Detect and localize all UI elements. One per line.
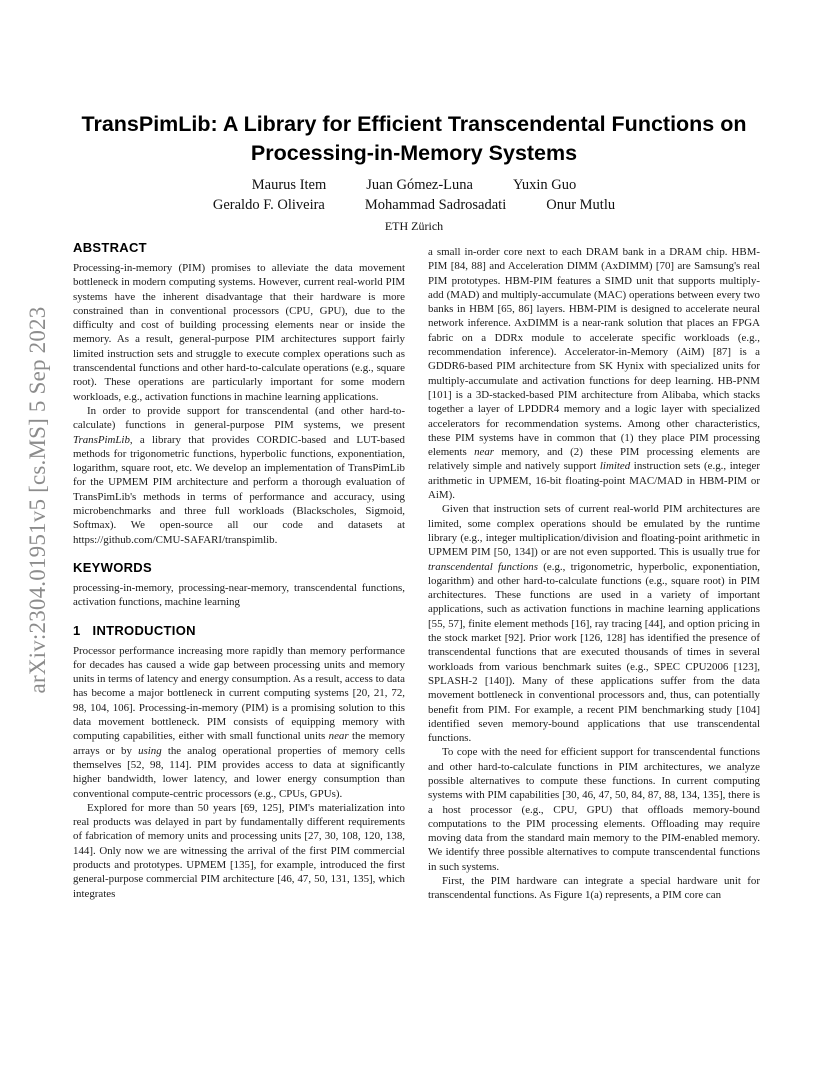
author-row <box>90 195 738 215</box>
author-name: Onur Mutlu <box>546 197 616 213</box>
emphasis: transcendental functions <box>428 560 538 573</box>
author-name: Maurus Item <box>251 177 327 193</box>
text-run: In order to provide support for transcendental (and other hard-to-calculate) functions in general-purpose PIM systems, we present <box>73 404 405 432</box>
emphasis: near <box>328 730 349 743</box>
text-run: Processor performance increasing more rapidly than memory performance for decades has caused a wide gap between processing units and memory units in terms of latency and energy consumption. As a result, access to data has become a major bottleneck in current computing systems [20, 21, 72, 98, 104, 106]. Processing-in-memory (PIM) is a promising solution to this data movement bottleneck. PIM consists of equipping memory with computing capabilities, either with small functional units <box>73 644 405 743</box>
text-run: instruction sets (e.g., integer arithmetic in UPMEM, 16-bit floating-point MAC/MAD in HBM-PIM or AiM). <box>428 460 760 502</box>
emphasis: limited <box>599 460 631 473</box>
abstract-paragraph: Processing-in-memory (PIM) promises to alleviate the data movement bottleneck in modern computing systems. However, current real-world PIM systems have the inherent disadvantage that their hardware is more constrained than in conventional processors (CPU, GPU), due to the difficulty and cost of building processing elements near or inside the memory. As a result, general-purpose PIM architectures support fairly limited instruction sets and struggle to execute complex operations such as transcendental functions and other hard-to-calculate operations (e.g., square root). These operations are particularly important for some modern workloads, e.g., activation functions in machine learning applications. <box>73 262 405 403</box>
introduction-heading <box>73 623 405 638</box>
text-run: a small in-order core next to each DRAM bank in a DRAM chip. HBM-PIM [84, 88] and Acceleration DIMM (AxDIMM) [70] are Samsung's real PIM prototypes. HBM-PIM features a SIMD unit that supports multiply-add (MAD) and multiply-accumulate (MAC) operations between every two banks in HBM [65, 86] layers. HBM-PIM is designed to accelerate neural network inference. AxDIMM is a near-rank solution that places an FPGA fabric on a DDRx module to accelerate specific workloads (e.g., recommendation inference). Accelerator-in-Memory (AiM) [87] is a GDDR6-based PIM architecture from SK Hynix with specialized units for multiply-accumulate and activation functions for deep learning. HB-PNM [101] is a 3D-stacked-based PIM architecture from Alibaba, which stacks together a layer of LPDDR4 memory and a logic layer with specialized accelerators for recommendation systems. Among other characteristics, these PIM systems have in common that (1) they place PIM processing elements <box>428 246 760 459</box>
author-name: Yuxin Guo <box>512 177 577 193</box>
text-run: (e.g., trigonometric, hyperbolic, exponentiation, logarithm) and other hard-to-calculate functions (e.g., square root) in PIM architectures. These functions are used in a variety of important applications, such as activation functions in machine learning applications [55, 57], finite element methods [16], ray tracing [44], and option pricing in the stock market [92]. Prior work [126, 128] has identified the presence of transcendental functions that are executed thousands of times in several workloads from various benchmark suites (e.g., SPEC CPU2006 [123], SPLASH-2 [140]). Many of these applications suffer from the data movement bottleneck in conventional processors and, thus, can potentially benefit from PIM. For example, a recent PIM benchmarking study [104] identified seven memory-bound applications that use transcendental functions. <box>428 560 760 745</box>
left-column <box>73 240 405 901</box>
text-run: Given that instruction sets of current real-world PIM architectures are limited, some complex operations should be emulated by the runtime library (e.g., integer multiplication/division and floating-point arithmetic in UPMEM PIM [50, 134]) or are not even supported. This is usually true for <box>428 503 760 559</box>
arxiv-identifier-text: arXiv:2304.01951v5 [cs.MS] 5 Sep 2023 <box>25 306 50 694</box>
right-column <box>428 245 760 903</box>
intro-paragraph: To cope with the need for efficient support for transcendental functions and other hard-to-calculate functions in PIM architectures, we analyze possible alternatives to compute these functions. In current computing systems with PIM capabilities [30, 46, 47, 50, 84, 87, 88, 134, 135], there is a host processor (e.g., CPU, GPU) that offloads memory-bound computations to the PIM processing elements. Offloading may require moving data from the standard main memory to the PIM-enabled memory. We identify three possible alternatives to compute transcendental functions in such systems. <box>428 746 760 873</box>
keywords-text: processing-in-memory, processing-near-memory, transcendental functions, activation functions, machine learning <box>73 581 405 609</box>
text-run: the memory arrays or by <box>73 730 405 757</box>
intro-paragraph <box>73 644 405 801</box>
author-row <box>90 175 738 195</box>
text-run: , a library that provides CORDIC-based and LUT-based methods for trigonometric functions, hyperbolic functions, exponentiation, logarithm, square root, etc. We develop an implementation of TransPimLib for the UPMEM PIM architecture and perform a thorough evaluation of TransPimLib's methods in terms of performance and accuracy, using microbenchmarks and three full workloads (Blackscholes, Sigmoid, Softmax). We open-source all our code and datasets at https://github.com/CMU-SAFARI/transpimlib. <box>73 433 405 546</box>
text-run: the analog operational properties of memory cells themselves [52, 98, 114]. PIM provides access to data at significantly higher bandwidth, lower latency, and lower energy consumption than conventional compute-centric processors (e.g., CPUs, GPUs). <box>73 744 405 800</box>
section-title: INTRODUCTION <box>92 622 196 638</box>
intro-paragraph <box>428 245 760 502</box>
emphasis: near <box>474 446 495 459</box>
affiliation: ETH Zürich <box>384 219 444 233</box>
section-number: 1 <box>73 622 81 638</box>
library-name: TransPimLib <box>73 433 130 446</box>
intro-paragraph: First, the PIM hardware can integrate a special hardware unit for transcendental functions. As Figure 1(a) represents, a PIM core can <box>428 875 760 902</box>
emphasis: using <box>138 744 162 757</box>
abstract-paragraph <box>73 404 405 547</box>
intro-paragraph <box>428 502 760 745</box>
arxiv-identifier <box>14 290 62 710</box>
keywords-heading: KEYWORDS <box>73 559 152 575</box>
text-run: memory, and (2) these PIM processing elements are relatively simple and natively support <box>428 446 760 473</box>
paper-title: TransPimLib: A Library for Efficient Transcendental Functions on Processing-in-Memory Systems <box>81 112 747 165</box>
author-name: Juan Gómez-Luna <box>366 177 473 193</box>
author-block <box>90 175 738 215</box>
author-name: Geraldo F. Oliveira <box>212 197 325 213</box>
author-name: Mohammad Sadrosadati <box>364 197 507 213</box>
intro-paragraph: Explored for more than 50 years [69, 125], PIM's materialization into real products was delayed in part by fundamentally different requirements of fabrication of memory units and processing units [27, 30, 108, 120, 138, 144]. Only now we are witnessing the arrival of the first PIM commercial products and prototypes. UPMEM [135], for example, introduced the first general-purpose commercial PIM architecture [46, 47, 50, 131, 135], which integrates <box>73 801 405 900</box>
abstract-heading: ABSTRACT <box>73 240 147 255</box>
